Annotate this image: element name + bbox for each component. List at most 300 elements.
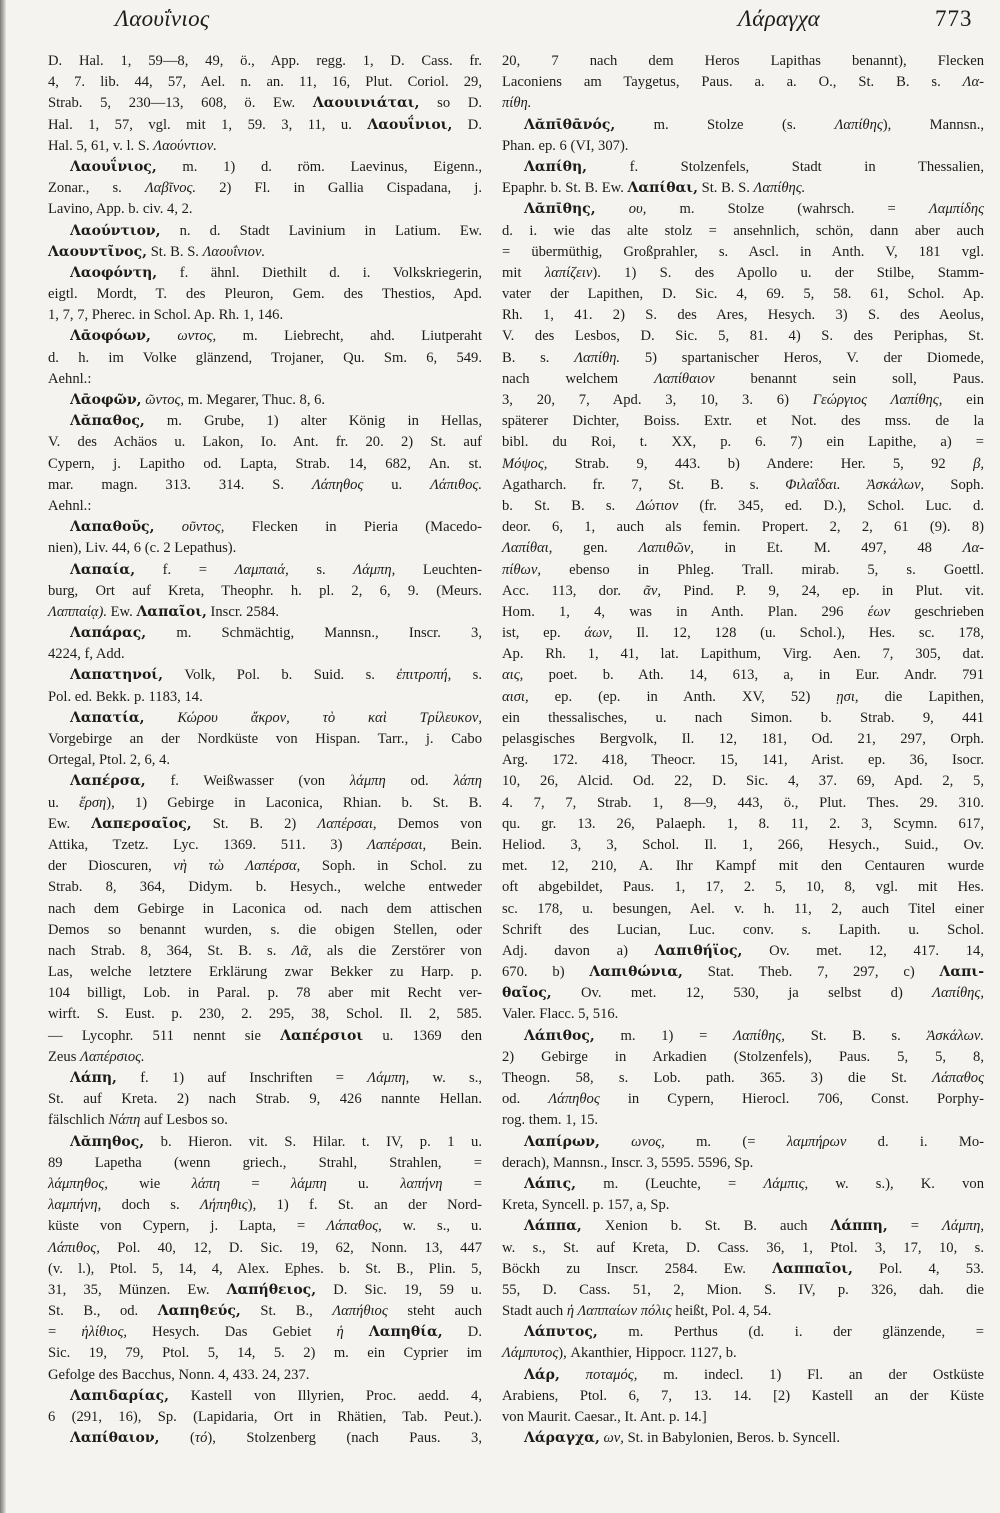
greek-italic-text: άων, — [584, 625, 613, 642]
entry-text: oft abgebildet, Paus. 1, 17, 2. 5, 10, 8, vgl. mit Hes. — [502, 879, 984, 896]
entry-text: w. s., St. auf Kreta, D. Cass. 36, 1, Ptol. 3, 17, 10, s. — [502, 1239, 984, 1256]
greek-italic-text: Λαπέρσαι, — [367, 836, 427, 853]
entry-line — [502, 899, 984, 920]
entry-text: St. in Babylonien, Beros. b. Syncell. — [623, 1430, 840, 1447]
entry-text: Aehnl.: — [48, 370, 92, 387]
entry-first-line — [48, 517, 482, 538]
entry-text: Sic. 19, 79, Ptol. 5, 14, 5. 2) m. ein Cyprier im — [48, 1345, 482, 1362]
greek-italic-text: Λάμπη, — [942, 1218, 984, 1235]
entry-line — [502, 1280, 984, 1301]
entry-text: D. Hal. 1, 59—8, 49, ö., App. regg. 1, D. Cass. fr. — [48, 53, 482, 69]
left-column — [48, 51, 482, 1449]
headword: Λαπιθήϊος, — [654, 942, 743, 959]
entry-text: Strab. 5, 230—13, 608, ö. Ew. — [48, 95, 313, 112]
greek-italic-text: ἡ Λαππαίων πόλις — [566, 1303, 672, 1320]
entry-line — [48, 687, 482, 708]
entry-first-line — [502, 1132, 984, 1153]
entry-line — [48, 835, 482, 856]
entry-line — [48, 1280, 482, 1301]
entry-first-line — [48, 157, 482, 178]
greek-italic-text: Δώτιον — [636, 497, 679, 514]
greek-italic-text: Λαπίθαι, — [502, 540, 553, 557]
entry-text: m. Liebrecht, ahd. Liutperaht — [216, 328, 482, 345]
entry-text: f. ähnl. Diethilt d. i. Volkskriegerin, — [157, 264, 482, 281]
entry-line — [48, 983, 482, 1004]
entry-text: Strab. 9, 443. b) Andere: Her. 5, 92 — [547, 455, 974, 472]
headword: Λαπηθία, — [368, 1324, 443, 1341]
headword: Λαπιδαρίας, — [70, 1387, 170, 1404]
entry-line — [502, 1004, 984, 1025]
headword: Λᾱοφῶν, — [70, 392, 142, 408]
entry-text: Arg. 172. 418, Theocr. 15, 141, Arist. ep. 36, Isocr. — [502, 752, 984, 769]
headword: Λαπάρας, — [70, 625, 147, 642]
greek-italic-text: λαμπήνη, — [48, 1197, 102, 1214]
entry-text: f. Stolzenfels, Stadt in Thessalien, — [587, 158, 984, 175]
greek-italic-text: πίθων, — [502, 561, 541, 578]
greek-italic-text: ἡ — [336, 1324, 344, 1341]
entry-text: Pol. ed. Bekk. p. 1183, 14. — [48, 688, 203, 705]
entry-text: poet. b. Ath. 14, 613, a, in Eur. Andr. 791 — [523, 667, 984, 684]
entry-text: m. Stolze (s. — [615, 116, 835, 133]
headword: Λαπίθαι, — [627, 180, 698, 197]
entry-text: m. (Leuchte, = — [576, 1175, 764, 1192]
entry-text: 4224, f, Add. — [48, 646, 125, 663]
entry-text: (fr. 345, ed. D.), Schol. Luc. d. — [678, 497, 984, 514]
entry-text: Hal. 5, 61, v. l. S. — [48, 137, 154, 154]
headword: Λαπατηνοί, — [70, 667, 163, 684]
entry-text: in Et. M. 497, 48 — [693, 540, 963, 557]
entry-line — [502, 1047, 984, 1068]
entry-line — [502, 72, 984, 93]
entry-text: 5) spartanischer Heros, V. der Diomede, — [620, 349, 984, 366]
entry-text: ein thessalisches, u. nach Simon. b. Strab. 9, 441 — [502, 709, 984, 726]
entry-text: St. B. S. — [147, 243, 203, 260]
entry-text: b. Hieron. vit. S. Hilar. t. IV, p. 1 u. — [144, 1133, 482, 1150]
entry-text: als die Zerstörer von — [311, 942, 482, 959]
headword: Λαπέρσα, — [70, 773, 146, 790]
greek-italic-text: Λάμπη, — [353, 561, 396, 578]
entry-line — [48, 115, 482, 136]
entry-text: D. — [442, 1324, 482, 1341]
entry-text: Phan. ep. 6 (VI, 307). — [502, 137, 629, 154]
greek-italic-text: Λαμπαιά, — [234, 561, 289, 578]
entry-text: Kreta, Syncell. p. 157, a, Sp. — [502, 1197, 670, 1214]
entry-line — [502, 644, 984, 665]
entry-line — [48, 1195, 482, 1216]
headword: Λᾰπηθος, — [70, 1133, 145, 1150]
headword: Λᾰπῑθης, — [524, 201, 596, 218]
greek-italic-text: Λαπέρσαι, — [317, 815, 377, 832]
greek-italic-text: λάπη — [191, 1175, 221, 1192]
entry-text: benannt sein soll, Paus. — [714, 370, 984, 387]
entry-text: 89 Lapetha (wenn griech., Strahl, Strahlen, = — [48, 1154, 482, 1171]
headword: Λαπατία, — [70, 709, 145, 726]
entry-line — [502, 708, 984, 729]
greek-italic-text: αις, — [502, 667, 524, 684]
headword: θαῖος, — [502, 985, 552, 1002]
headword: Λάππα, — [524, 1218, 582, 1235]
entry-line — [502, 305, 984, 326]
entry-text: f. = — [135, 561, 235, 578]
entry-text: Zonar., s. — [48, 180, 145, 197]
entry-text: Rh. 1, 41. 2) S. des Ares, Hesych. 3) S. des Aeolus, — [502, 307, 984, 324]
entry-line — [48, 1365, 482, 1386]
entry-line — [502, 517, 984, 538]
entry-text: ), Stolzenberg (nach Paus. 3, — [207, 1430, 482, 1447]
greek-italic-text: Γεώργιος Λαπίθης, — [812, 392, 943, 408]
entry-text: nach welchem — [502, 370, 655, 387]
entry-text: St. B., — [240, 1303, 333, 1320]
entry-first-line — [48, 326, 482, 347]
greek-italic-text: ων, — [599, 1430, 624, 1447]
entry-text: Soph. — [924, 476, 984, 493]
entry-text: Pol. 40, 12, D. Sic. 19, 62, Nonn. 13, 447 — [99, 1239, 482, 1256]
entry-text: Arabiens, Ptol. 6, 7, 13. 14. [2) Kastell an der Küste — [502, 1387, 984, 1404]
entry-line — [48, 369, 482, 390]
entry-text: Stat. Theb. 7, 297, c) — [682, 964, 940, 981]
entry-line — [502, 178, 984, 199]
entry-text: Laconiens am Taygetus, Paus. a. a. O., St. B. s. — [502, 74, 963, 91]
entry-text: 3, 20, 7, Apd. 3, 10, 3. 6) — [502, 392, 813, 408]
entry-line — [48, 899, 482, 920]
entry-first-line — [502, 1174, 984, 1195]
entry-line — [502, 835, 984, 856]
entry-line — [502, 983, 984, 1004]
entry-line — [48, 136, 482, 157]
entry-first-line — [48, 771, 482, 792]
entry-text: w. s.), K. von — [808, 1175, 985, 1192]
entry-text: Schrift des Lucian, Luc. conv. s. Lapith. u. Schol. — [502, 921, 984, 938]
entry-line — [48, 1301, 482, 1322]
entry-line — [502, 814, 984, 835]
entry-line — [48, 72, 482, 93]
entry-text: m. 1) d. röm. Laevinus, Eigenn., — [156, 158, 482, 175]
entry-line — [48, 793, 482, 814]
entry-text: = — [442, 1175, 482, 1192]
entry-line — [48, 432, 482, 453]
entry-text: m. indecl. 1) Fl. an der Ostküste — [637, 1366, 984, 1383]
entry-line — [48, 496, 482, 517]
entry-text: met. 12, 210, A. Ihr Kampf mit den Centauren wurde — [502, 858, 984, 875]
headword: Λᾰπαθος, — [70, 413, 145, 430]
entry-first-line — [48, 263, 482, 284]
entry-first-line — [48, 1132, 482, 1153]
greek-italic-text: ἐπιτροπή, — [396, 667, 452, 684]
entry-text: d. i. wie das alte stolz = ansehnlich, schön, dann aber auch — [502, 222, 984, 239]
entry-text: Stadt auch — [502, 1303, 567, 1320]
greek-italic-text: Λαπήθιος — [332, 1303, 388, 1320]
entry-line — [48, 1407, 482, 1428]
entry-text: heißt, Pol. 4, 54. — [671, 1303, 772, 1320]
headword: Λάπιθος, — [524, 1027, 595, 1044]
headword: Λαπήθειος, — [226, 1281, 317, 1298]
greek-italic-text: Λάπαθος — [932, 1070, 984, 1086]
greek-italic-text: Λαουΐνιον. — [202, 243, 266, 260]
headword: Λαοφόντη, — [70, 264, 158, 281]
entry-line — [502, 454, 984, 475]
entry-text: = übermüthig, Großprahler, s. Ascl. in Anth. V, 181 vgl. — [502, 243, 984, 260]
entry-line — [502, 242, 984, 263]
entry-line — [502, 665, 984, 686]
greek-italic-text: ῃσι, — [836, 688, 859, 705]
entry-line — [48, 602, 482, 623]
entry-line — [502, 687, 984, 708]
entry-line — [502, 771, 984, 792]
greek-italic-text: λαπίζειν — [544, 264, 593, 281]
headword: Λαουινιάται, — [312, 95, 420, 112]
entry-text: w. s., u. — [381, 1218, 483, 1235]
bottom-margin — [0, 1440, 1000, 1513]
entry-line — [502, 1343, 984, 1364]
headword: Λαπαθοῦς, — [70, 519, 155, 536]
entry-line — [502, 602, 984, 623]
headword: Λαουντῖνος, — [48, 243, 148, 260]
greek-italic-text: ῶντος, — [141, 392, 185, 408]
headword: Λαπίθη, — [524, 158, 588, 175]
entry-text: St. B. s. — [784, 1027, 927, 1044]
greek-italic-text: πίθη. — [502, 95, 532, 112]
entry-text: Leuchten- — [395, 561, 482, 578]
entry-text: 20, 7 nach dem Heros Lapithas benannt), Flecken — [502, 53, 984, 69]
greek-italic-text: Λάπαθος, — [326, 1218, 382, 1235]
entry-line — [48, 93, 482, 114]
entry-text: bibl. du Roi, t. XX, p. 6. 7) ein Lapithe, a) = — [502, 434, 984, 451]
entry-first-line — [48, 708, 482, 729]
headword: Λᾱοφόων, — [70, 328, 151, 345]
entry-text: Ew. — [48, 815, 92, 832]
entry-line — [48, 920, 482, 941]
entry-first-line — [502, 1026, 984, 1047]
entry-line — [502, 369, 984, 390]
entry-line — [48, 1238, 482, 1259]
entry-text: m. Stolze (wahrsch. = — [646, 201, 929, 218]
greek-italic-text: λαμπήρων — [786, 1133, 847, 1150]
entry-text: D. — [452, 116, 482, 133]
headword: Λαπιθώνια, — [589, 964, 683, 981]
entry-line — [48, 1216, 482, 1237]
entry-text: m. (= — [664, 1133, 787, 1150]
entry-text: St. B. S. — [697, 180, 754, 197]
entry-line — [48, 454, 482, 475]
entry-line — [502, 1195, 984, 1216]
entry-line — [48, 1153, 482, 1174]
entry-text: Ov. met. 12, 530, ja selbst d) — [551, 985, 933, 1002]
entry-text: Pind. P. 9, 24, ep. in Plut. vit. — [661, 582, 984, 599]
greek-italic-text: λάμπηθος, — [48, 1175, 108, 1192]
entry-text: s. — [451, 667, 482, 684]
entry-first-line — [502, 115, 984, 136]
entry-line — [502, 475, 984, 496]
entry-text: d. i. Mo- — [846, 1133, 984, 1150]
entry-text: gen. — [552, 540, 639, 557]
entry-line — [502, 411, 984, 432]
entry-text: nach Strab. 8, 364, St. B. s. — [48, 942, 292, 959]
entry-text: 2) Gebirge in Arkadien (Stolzenfels), Paus. 5, 5, 8, — [502, 1048, 984, 1065]
entry-line — [48, 1259, 482, 1280]
entry-text: eigtl. Mordt, T. des Pleuron, Gem. des Thestios, Apd. — [48, 286, 482, 303]
entry-text: w. s., — [409, 1070, 483, 1086]
entry-text: m. 1) = — [594, 1027, 734, 1044]
entry-first-line — [48, 411, 482, 432]
right-guide-word: Λάραγχα — [738, 6, 820, 31]
entry-text: 4. 7, 7, Strab. 1, 8—9, 443, ö., Plut. Thes. 29. 310. — [502, 794, 984, 811]
entry-line — [48, 941, 482, 962]
entry-text: nien), Liv. 44, 6 (c. 2 Lepathus). — [48, 540, 237, 557]
entry-text: ein — [942, 392, 984, 408]
headword: Λάπις, — [524, 1175, 577, 1192]
entry-text: Theogn. 58, s. Lob. path. 365. 3) die St. — [502, 1070, 933, 1086]
entry-text: mit — [502, 264, 545, 281]
greek-italic-text: αισι, — [502, 688, 529, 705]
entry-line — [48, 348, 482, 369]
entry-first-line — [48, 390, 482, 411]
greek-italic-text: ου, — [595, 201, 647, 218]
entry-line — [502, 1386, 984, 1407]
entry-line — [502, 623, 984, 644]
entry-text: u. — [326, 1175, 401, 1192]
entry-line — [48, 1089, 482, 1110]
left-guide-word: Λαουΐνιος — [115, 6, 210, 31]
entry-text: 2) Fl. in Gallia Cispadana, j. — [196, 180, 482, 197]
greek-italic-text: Λαβῖνος. — [144, 180, 197, 197]
entry-first-line — [502, 199, 984, 220]
entry-text: ). 1) S. des Apollo u. der Stilbe, Stamm- — [592, 264, 984, 281]
entry-line — [48, 199, 482, 220]
entry-text: (v. l.), Ptol. 5, 14, 4, Alex. Ephes. b. St. B., Plin. 5, — [48, 1260, 482, 1277]
right-column — [502, 51, 984, 1449]
headword: Λαπίθαιον, — [70, 1430, 160, 1447]
entry-first-line — [502, 1322, 984, 1343]
headword: Λαπι- — [939, 964, 984, 981]
entry-text: = — [220, 1175, 291, 1192]
entry-text: rog. them. 1, 15. — [502, 1112, 599, 1129]
entry-line — [502, 581, 984, 602]
entry-line — [48, 877, 482, 898]
entry-text: — Lycophr. 511 nennt sie — [48, 1027, 281, 1044]
entry-text: = — [887, 1218, 942, 1235]
headword: Λάπη, — [70, 1070, 117, 1086]
entry-line — [48, 644, 482, 665]
running-head — [0, 0, 1000, 44]
entry-text: D. Sic. 19, 59 u. — [316, 1281, 482, 1298]
headword: Λάππη, — [830, 1218, 888, 1235]
entry-text: so D. — [419, 95, 483, 112]
entry-text: steht auch — [387, 1303, 482, 1320]
entry-line — [502, 284, 984, 305]
entry-text: Acc. 113, dor. — [502, 582, 644, 599]
entry-text: 10, 26, Alcid. Od. 22, D. Sic. 4, 37. 69, Apd. 2, 5, — [502, 773, 984, 790]
entry-text: Gefolge des Bacchus, Nonn. 4, 433. 24, 237. — [48, 1366, 310, 1383]
entry-text: 104 billigt, Lob. in Paral. p. 78 aber mit Recht ver- — [48, 985, 482, 1002]
greek-italic-text: Λήπηθις — [199, 1197, 248, 1214]
entry-text: m. Schmächtig, Mannsn., Inscr. 3, — [146, 625, 482, 642]
entry-line — [502, 793, 984, 814]
entry-line — [48, 814, 482, 835]
entry-text: Adj. davon a) — [502, 942, 655, 959]
entry-text: pelasgisches Bergvolk, Il. 12, 181, Od. 21, 297, Orph. — [502, 731, 984, 747]
entry-text: Strab. 8, 364, Didym. b. Hesych., welche entweder — [48, 879, 482, 896]
greek-italic-text: ἠλίθιος, — [81, 1324, 128, 1341]
entry-first-line — [502, 157, 984, 178]
entry-line — [48, 1322, 482, 1343]
entry-text: f. Weißwasser (von — [145, 773, 350, 790]
entry-line — [48, 1004, 482, 1025]
entry-line — [48, 475, 482, 496]
entry-first-line — [48, 1068, 482, 1089]
entry-text: Flecken in Pieria (Macedo- — [224, 519, 483, 536]
headword: Λαπαῖοι, — [136, 603, 207, 620]
entry-line — [48, 1047, 482, 1068]
entry-text: Cypern, j. Lapitho od. Lapta, Strab. 14, 682, An. st. — [48, 455, 482, 472]
entry-line — [502, 920, 984, 941]
entry-line — [48, 750, 482, 771]
entry-text: V. des Achäos u. Lakon, Io. Ant. fr. 20. 2) St. auf — [48, 434, 482, 451]
entry-text: Valer. Flacc. 5, 516. — [502, 1006, 619, 1023]
entry-first-line — [48, 221, 482, 242]
entry-line — [48, 1343, 482, 1364]
entry-line — [48, 178, 482, 199]
entry-text: Volk, Pol. b. Suid. s. — [162, 667, 397, 684]
entry-text: in Cypern, Hierocl. 706, Const. Porphy- — [599, 1091, 984, 1108]
entry-text: ep. (ep. in Anth. XV, 52) — [528, 688, 837, 705]
entry-text: Bein. — [426, 836, 482, 853]
greek-italic-text: ωνος, — [599, 1133, 665, 1150]
entry-text: auf Lesbos so. — [140, 1112, 228, 1129]
entry-line — [502, 1153, 984, 1174]
entry-text: Ov. met. 12, 417. 14, — [742, 942, 984, 959]
entry-text: fälschlich — [48, 1112, 109, 1129]
entry-line — [502, 1110, 984, 1131]
entry-line — [502, 221, 984, 242]
greek-italic-text: τό — [194, 1430, 208, 1447]
entry-text: Agatharch. fr. 7, St. B. s. — [502, 476, 786, 493]
entry-line — [502, 263, 984, 284]
entry-text: Il. 12, 128 (u. Schol.), Hes. sc. 178, — [612, 625, 984, 642]
greek-italic-text: Λάμπις, — [763, 1175, 809, 1192]
entry-text: burg, Ort auf Kreta, Theophr. h. pl. 2, 6, 9. (Meurs. — [48, 582, 482, 599]
entry-line — [502, 348, 984, 369]
entry-line — [502, 51, 984, 72]
headword: Λαούντιον, — [70, 222, 161, 239]
entry-first-line — [48, 623, 482, 644]
greek-italic-text: Λᾶ, — [291, 942, 312, 959]
greek-italic-text: Λαμπίδης — [928, 201, 984, 218]
entry-line — [502, 538, 984, 559]
entry-text: Ew. — [106, 603, 137, 620]
greek-italic-text: Λάπιθος. — [430, 476, 482, 493]
entry-text: ist, ep. — [502, 625, 585, 642]
headword: Λαπίρων, — [524, 1133, 600, 1150]
headword: Λαπηθεύς, — [157, 1303, 241, 1320]
entry-text: doch s. — [101, 1197, 200, 1214]
entry-line — [502, 560, 984, 581]
headword: Λαπερσαῖος, — [91, 815, 192, 832]
entry-text: Hesych. Das Gebiet — [127, 1324, 337, 1341]
entry-text: Hom. 1, 4, was in Anth. Plan. 296 — [502, 603, 868, 620]
greek-italic-text: Λάπηθος — [548, 1091, 600, 1108]
entry-text: St. B. 2) — [191, 815, 318, 832]
entry-line — [502, 729, 984, 750]
entry-text: Heliod. 3, 3, Schol. Il. 1, 266, Hesych., Suid., Ov. — [502, 836, 984, 853]
entry-line — [48, 1110, 482, 1131]
entry-line — [502, 496, 984, 517]
entry-text: der Dioscuren, — [48, 858, 174, 875]
entry-text: b. St. B. s. — [502, 497, 637, 514]
entry-text: 4, 7. lib. 44, 57, Ael. n. an. 11, 16, Plut. Coriol. 29, — [48, 74, 482, 91]
entry-text: Ap. Rh. 1, 41, lat. Lapithum, Virg. Aen. 7, 305, dat. — [502, 646, 984, 663]
entry-text: od. — [502, 1091, 549, 1108]
headword: Λαπέρσιοι — [280, 1027, 364, 1044]
